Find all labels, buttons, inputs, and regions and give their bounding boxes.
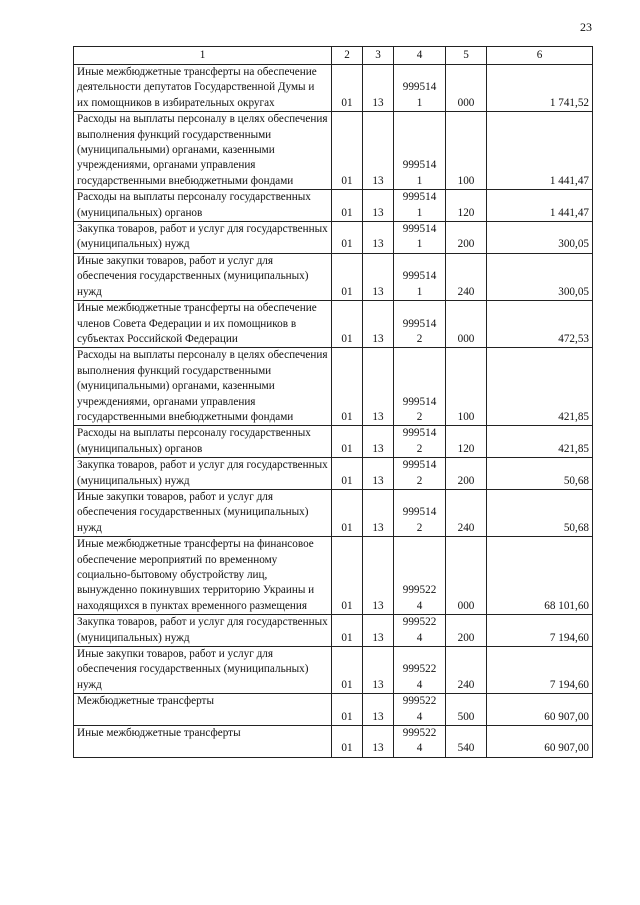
row-target-article-suffix: 1 <box>416 238 423 251</box>
row-subsection: 13 <box>363 190 394 222</box>
row-target-article-suffix: 4 <box>416 599 423 612</box>
row-target-article <box>394 489 446 536</box>
row-target-article-code: 999514 <box>402 223 437 236</box>
row-expense-type: 120 <box>446 426 487 458</box>
row-target-article-code: 999514 <box>402 459 437 472</box>
row-section: 01 <box>332 222 363 254</box>
row-target-article <box>394 348 446 426</box>
row-target-article-suffix: 4 <box>416 678 423 691</box>
row-expense-type: 240 <box>446 489 487 536</box>
row-section: 01 <box>332 426 363 458</box>
row-amount: 7 194,60 <box>487 647 593 694</box>
row-target-article-suffix: 2 <box>416 474 423 487</box>
row-target-article-code: 999514 <box>402 395 437 408</box>
row-amount: 472,53 <box>487 301 593 348</box>
row-subsection: 13 <box>363 489 394 536</box>
table-row <box>74 65 593 112</box>
row-section: 01 <box>332 458 363 490</box>
row-expense-type: 100 <box>446 112 487 190</box>
header-col-2: 2 <box>332 47 363 65</box>
header-col-1: 1 <box>74 47 332 65</box>
row-expense-type: 120 <box>446 190 487 222</box>
row-target-article-suffix: 2 <box>416 410 423 423</box>
row-target-article-suffix: 4 <box>416 710 423 723</box>
row-section: 01 <box>332 489 363 536</box>
row-amount: 300,05 <box>487 222 593 254</box>
row-subsection: 13 <box>363 694 394 726</box>
row-section: 01 <box>332 694 363 726</box>
row-target-article-code: 999514 <box>402 270 437 283</box>
row-expense-type: 000 <box>446 301 487 348</box>
row-target-article-code: 999514 <box>402 81 437 94</box>
row-target-article <box>394 694 446 726</box>
row-section: 01 <box>332 615 363 647</box>
row-name: Иные закупки товаров, работ и услуг для обеспечения государственных (муниципальных) нужд <box>74 253 332 300</box>
row-subsection: 13 <box>363 222 394 254</box>
row-target-article-suffix: 1 <box>416 285 423 298</box>
row-target-article <box>394 190 446 222</box>
row-target-article <box>394 647 446 694</box>
row-name: Межбюджетные трансферты <box>74 694 332 726</box>
row-target-article-suffix: 2 <box>416 521 423 534</box>
table-row <box>74 726 593 758</box>
row-target-article <box>394 458 446 490</box>
row-section: 01 <box>332 647 363 694</box>
row-target-article-code: 999522 <box>402 695 437 708</box>
row-target-article <box>394 253 446 300</box>
row-subsection: 13 <box>363 253 394 300</box>
row-target-article <box>394 65 446 112</box>
row-expense-type: 540 <box>446 726 487 758</box>
row-section: 01 <box>332 537 363 615</box>
row-expense-type: 000 <box>446 65 487 112</box>
row-target-article-code: 999522 <box>402 727 437 740</box>
row-section: 01 <box>332 301 363 348</box>
row-amount: 60 907,00 <box>487 726 593 758</box>
row-target-article-suffix: 1 <box>416 96 423 109</box>
row-amount: 7 194,60 <box>487 615 593 647</box>
table-row <box>74 112 593 190</box>
row-target-article-code: 999522 <box>402 616 437 629</box>
row-target-article-suffix: 1 <box>416 206 423 219</box>
row-target-article-suffix: 2 <box>416 442 423 455</box>
row-expense-type: 500 <box>446 694 487 726</box>
row-target-article-suffix: 1 <box>416 174 423 187</box>
row-amount: 50,68 <box>487 489 593 536</box>
row-amount: 300,05 <box>487 253 593 300</box>
row-name: Иные закупки товаров, работ и услуг для обеспечения государственных (муниципальных) нужд <box>74 647 332 694</box>
row-subsection: 13 <box>363 615 394 647</box>
row-expense-type: 200 <box>446 458 487 490</box>
row-target-article-code: 999522 <box>402 663 437 676</box>
row-subsection: 13 <box>363 301 394 348</box>
row-expense-type: 240 <box>446 647 487 694</box>
row-target-article-code: 999514 <box>402 191 437 204</box>
header-col-6: 6 <box>487 47 593 65</box>
row-subsection: 13 <box>363 426 394 458</box>
row-name: Иные межбюджетные трансферты <box>74 726 332 758</box>
row-target-article <box>394 615 446 647</box>
table-header-row <box>74 47 593 65</box>
table-row <box>74 537 593 615</box>
row-amount: 1 441,47 <box>487 190 593 222</box>
row-amount: 421,85 <box>487 348 593 426</box>
row-target-article <box>394 726 446 758</box>
row-subsection: 13 <box>363 458 394 490</box>
table-row <box>74 647 593 694</box>
row-name: Закупка товаров, работ и услуг для государственных (муниципальных) нужд <box>74 458 332 490</box>
row-target-article-code: 999514 <box>402 159 437 172</box>
row-section: 01 <box>332 190 363 222</box>
row-name: Иные межбюджетные трансферты на обеспечение членов Совета Федерации и их помощников в субъектах Российской Федерации <box>74 301 332 348</box>
table-row <box>74 253 593 300</box>
table-row <box>74 190 593 222</box>
table-body <box>74 65 593 758</box>
row-target-article <box>394 301 446 348</box>
row-name: Расходы на выплаты персоналу государственных (муниципальных) органов <box>74 426 332 458</box>
row-subsection: 13 <box>363 348 394 426</box>
row-section: 01 <box>332 348 363 426</box>
table-row <box>74 489 593 536</box>
row-section: 01 <box>332 112 363 190</box>
table-row <box>74 694 593 726</box>
row-amount: 421,85 <box>487 426 593 458</box>
row-section: 01 <box>332 253 363 300</box>
row-subsection: 13 <box>363 537 394 615</box>
row-target-article-suffix: 2 <box>416 332 423 345</box>
row-target-article <box>394 426 446 458</box>
row-name: Расходы на выплаты персоналу государственных (муниципальных) органов <box>74 190 332 222</box>
row-name: Иные закупки товаров, работ и услуг для обеспечения государственных (муниципальных) нужд <box>74 489 332 536</box>
row-amount: 50,68 <box>487 458 593 490</box>
table-row <box>74 458 593 490</box>
row-name: Иные межбюджетные трансферты на финансовое обеспечение мероприятий по временному социально-бытовому обустройству лиц, вынужденно покинувших территорию Украины и находящихся в пунктах временного размещения <box>74 537 332 615</box>
row-target-article-code: 999514 <box>402 506 437 519</box>
row-subsection: 13 <box>363 647 394 694</box>
row-target-article-code: 999514 <box>402 427 437 440</box>
row-amount: 1 741,52 <box>487 65 593 112</box>
header-col-4: 4 <box>394 47 446 65</box>
table-row <box>74 222 593 254</box>
row-amount: 1 441,47 <box>487 112 593 190</box>
row-expense-type: 240 <box>446 253 487 300</box>
row-target-article-suffix: 4 <box>416 742 423 755</box>
row-amount: 60 907,00 <box>487 694 593 726</box>
row-name: Закупка товаров, работ и услуг для государственных (муниципальных) нужд <box>74 615 332 647</box>
table-row <box>74 615 593 647</box>
row-subsection: 13 <box>363 726 394 758</box>
row-target-article <box>394 537 446 615</box>
row-target-article <box>394 222 446 254</box>
row-expense-type: 100 <box>446 348 487 426</box>
row-subsection: 13 <box>363 112 394 190</box>
row-target-article-code: 999522 <box>402 584 437 597</box>
row-subsection: 13 <box>363 65 394 112</box>
row-expense-type: 200 <box>446 615 487 647</box>
row-section: 01 <box>332 726 363 758</box>
table-row <box>74 426 593 458</box>
row-section: 01 <box>332 65 363 112</box>
table-row <box>74 348 593 426</box>
row-target-article <box>394 112 446 190</box>
row-amount: 68 101,60 <box>487 537 593 615</box>
row-name: Расходы на выплаты персоналу в целях обеспечения выполнения функций государственными (муниципальными) органами, казенными учреждениями, органами управления государственными внебюджетными фондами <box>74 112 332 190</box>
row-expense-type: 200 <box>446 222 487 254</box>
page-number: 23 <box>580 20 592 34</box>
header-col-3: 3 <box>363 47 394 65</box>
row-name: Иные межбюджетные трансферты на обеспечение деятельности депутатов Государственной Думы и их помощников в избирательных округах <box>74 65 332 112</box>
row-target-article-code: 999514 <box>402 317 437 330</box>
row-name: Закупка товаров, работ и услуг для государственных (муниципальных) нужд <box>74 222 332 254</box>
table-row <box>74 301 593 348</box>
row-name: Расходы на выплаты персоналу в целях обеспечения выполнения функций государственными (муниципальными) органами, казенными учреждениями, органами управления государственными внебюджетными фондами <box>74 348 332 426</box>
header-col-5: 5 <box>446 47 487 65</box>
row-target-article-suffix: 4 <box>416 631 423 644</box>
row-expense-type: 000 <box>446 537 487 615</box>
budget-table <box>73 46 593 758</box>
